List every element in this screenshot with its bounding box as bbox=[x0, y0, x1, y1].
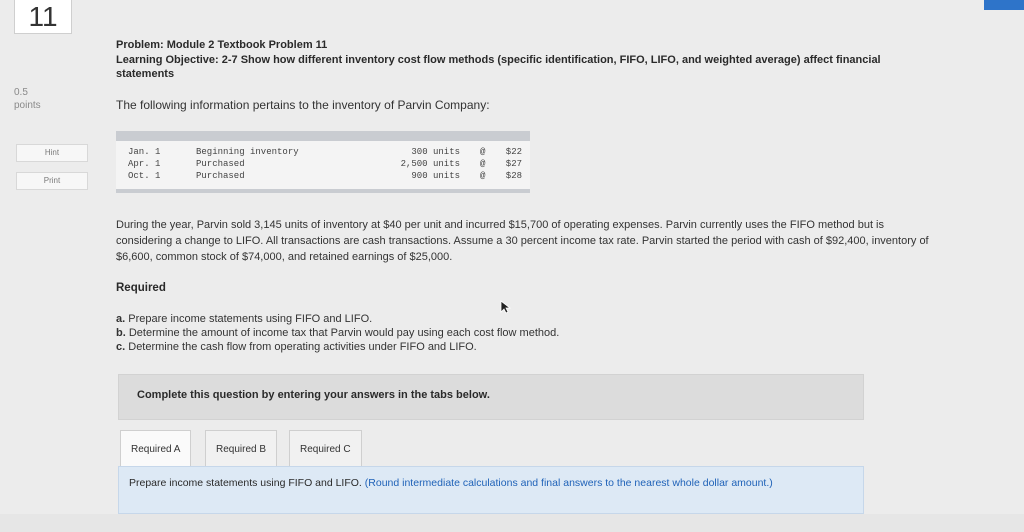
required-list bbox=[116, 312, 816, 354]
learning-objective: Learning Objective: 2-7 Show how different inventory cost flow methods (specific identification, FIFO, LIFO, and weighted average) affect financial statements bbox=[116, 54, 881, 80]
list-item bbox=[116, 340, 816, 354]
list-item bbox=[116, 312, 816, 326]
inventory-price: $22 bbox=[505, 147, 522, 157]
inventory-date: Oct. 1 bbox=[128, 171, 161, 181]
tab-panel bbox=[118, 466, 864, 514]
item-letter: c. bbox=[116, 341, 126, 353]
at-symbol: @ bbox=[480, 171, 486, 181]
question-number: 11 bbox=[14, 0, 72, 34]
panel-instruction: Prepare income statements using FIFO and LIFO. bbox=[129, 477, 362, 489]
item-letter: a. bbox=[116, 313, 126, 325]
inventory-units: 2,500 units bbox=[400, 159, 460, 169]
table-row bbox=[116, 147, 530, 159]
problem-narrative: During the year, Parvin sold 3,145 units of inventory at $40 per unit and incurred $15,700 of operating expenses. Parvin currently uses the FIFO method but is considering a change to LIFO. All transactions are cash transactions. Assume a 30 percent income tax rate. Parvin started the period with cash of $92,400, inventory of $6,600, common stock of $74,000, and retained earnings of $25,000. bbox=[116, 219, 929, 263]
inventory-table bbox=[116, 131, 530, 193]
problem-title: Problem: Module 2 Textbook Problem 11 bbox=[116, 39, 328, 51]
table-row bbox=[116, 159, 530, 171]
problem-intro: The following information pertains to the inventory of Parvin Company: bbox=[116, 98, 490, 112]
inventory-description: Purchased bbox=[196, 159, 245, 169]
item-text: Determine the amount of income tax that Parvin would pay using each cost flow method. bbox=[128, 327, 560, 339]
inventory-price: $27 bbox=[505, 159, 522, 169]
inventory-description: Beginning inventory bbox=[196, 147, 299, 157]
points-label: points bbox=[14, 100, 41, 111]
inventory-description: Purchased bbox=[196, 171, 245, 181]
item-letter: b. bbox=[116, 327, 126, 339]
tab-required-b[interactable]: Required B bbox=[205, 430, 277, 468]
item-text: Determine the cash flow from operating activities under FIFO and LIFO. bbox=[128, 341, 477, 353]
points-value: 0.5 bbox=[14, 87, 28, 98]
item-text: Prepare income statements using FIFO and LIFO. bbox=[128, 313, 373, 325]
required-heading: Required bbox=[116, 282, 166, 294]
inventory-price: $28 bbox=[505, 171, 522, 181]
hint-button[interactable]: Hint bbox=[16, 144, 88, 162]
inventory-units: 300 units bbox=[411, 147, 460, 157]
table-row bbox=[116, 171, 530, 183]
at-symbol: @ bbox=[480, 147, 486, 157]
rounding-note: (Round intermediate calculations and final answers to the nearest whole dollar amount.) bbox=[364, 477, 773, 489]
top-accent-bar bbox=[984, 0, 1024, 10]
mouse-cursor-icon bbox=[500, 300, 512, 314]
points-indicator bbox=[14, 86, 41, 112]
bottom-strip bbox=[0, 514, 1024, 532]
inventory-units: 900 units bbox=[411, 171, 460, 181]
instructions-banner: Complete this question by entering your answers in the tabs below. bbox=[118, 374, 864, 420]
tab-required-a[interactable]: Required A bbox=[120, 430, 191, 468]
inventory-date: Jan. 1 bbox=[128, 147, 161, 157]
tab-required-c[interactable]: Required C bbox=[289, 430, 362, 468]
list-item bbox=[116, 326, 816, 340]
print-button[interactable]: Print bbox=[16, 172, 88, 190]
inventory-date: Apr. 1 bbox=[128, 159, 161, 169]
at-symbol: @ bbox=[480, 159, 486, 169]
